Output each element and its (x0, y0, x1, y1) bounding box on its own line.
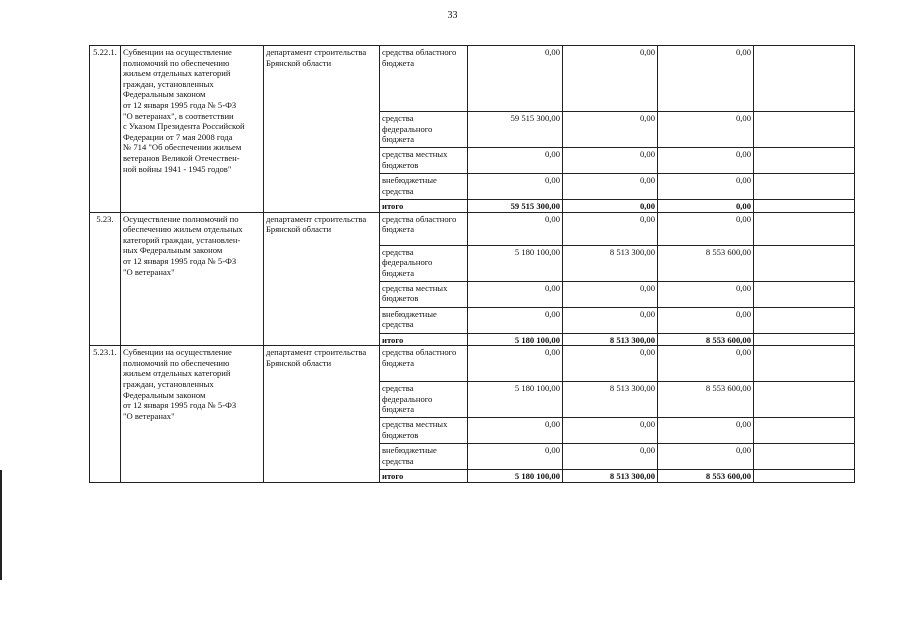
table-row (90, 212, 855, 245)
amount-year-3: 8 553 600,00 (658, 245, 754, 281)
amount-year-2: 0,00 (563, 346, 658, 382)
funding-source: итого (380, 200, 468, 213)
empty-cell (754, 307, 855, 333)
section-number: 5.23.1. (90, 346, 121, 483)
page-number: 33 (447, 10, 458, 21)
funding-source: средства местных бюджетов (380, 281, 468, 307)
funding-source: внебюджетные средства (380, 444, 468, 470)
section-executor: департамент строительства Брянской области (264, 212, 380, 346)
amount-year-1: 0,00 (468, 174, 563, 200)
amount-year-2: 8 513 300,00 (563, 382, 658, 418)
amount-year-2: 0,00 (563, 281, 658, 307)
amount-year-3: 8 553 600,00 (658, 333, 754, 346)
funding-source: внебюджетные средства (380, 307, 468, 333)
section-description: Осуществление полномочий по обеспечению жильем отдельных категорий граждан, установлен- ных Федеральным законом от 12 января 1995 года № 5-ФЗ "О ветеранах" (121, 212, 264, 346)
amount-year-3: 0,00 (658, 112, 754, 148)
amount-year-1: 5 180 100,00 (468, 333, 563, 346)
section-number: 5.23. (90, 212, 121, 346)
funding-source: итого (380, 333, 468, 346)
amount-year-1: 0,00 (468, 444, 563, 470)
empty-cell (754, 46, 855, 112)
empty-cell (754, 281, 855, 307)
empty-cell (754, 245, 855, 281)
amount-year-1: 5 180 100,00 (468, 470, 563, 483)
amount-year-1: 59 515 300,00 (468, 112, 563, 148)
amount-year-3: 0,00 (658, 418, 754, 444)
funding-source: средства федерального бюджета (380, 382, 468, 418)
empty-cell (754, 382, 855, 418)
amount-year-2: 0,00 (563, 212, 658, 245)
budget-table (89, 45, 855, 483)
section-number: 5.22.1. (90, 46, 121, 213)
amount-year-2: 0,00 (563, 444, 658, 470)
amount-year-3: 8 553 600,00 (658, 470, 754, 483)
amount-year-2: 0,00 (563, 46, 658, 112)
amount-year-1: 0,00 (468, 46, 563, 112)
amount-year-2: 8 513 300,00 (563, 470, 658, 483)
amount-year-3: 0,00 (658, 346, 754, 382)
amount-year-3: 0,00 (658, 200, 754, 213)
amount-year-2: 0,00 (563, 174, 658, 200)
empty-cell (754, 418, 855, 444)
funding-source: средства местных бюджетов (380, 418, 468, 444)
table-row (90, 346, 855, 382)
amount-year-1: 0,00 (468, 307, 563, 333)
empty-cell (754, 444, 855, 470)
amount-year-2: 0,00 (563, 307, 658, 333)
empty-cell (754, 112, 855, 148)
empty-cell (754, 174, 855, 200)
empty-cell (754, 212, 855, 245)
section-executor: департамент строительства Брянской области (264, 346, 380, 483)
amount-year-3: 0,00 (658, 212, 754, 245)
amount-year-3: 0,00 (658, 281, 754, 307)
amount-year-3: 0,00 (658, 174, 754, 200)
amount-year-1: 0,00 (468, 281, 563, 307)
funding-source: средства областного бюджета (380, 346, 468, 382)
empty-cell (754, 200, 855, 213)
scan-edge-mark (0, 470, 2, 580)
amount-year-1: 0,00 (468, 212, 563, 245)
funding-source: итого (380, 470, 468, 483)
amount-year-1: 59 515 300,00 (468, 200, 563, 213)
amount-year-2: 0,00 (563, 112, 658, 148)
section-description: Субвенции на осуществление полномочий по обеспечению жильем отдельных категорий граждан, установленных Федеральным законом от 12 января 1995 года № 5-ФЗ "О ветеранах", в соответствии с Указом Президента Российской Федерации от 7 мая 2008 года № 714 "Об обеспечении жильем ветеранов Великой Отечествен- ной войны 1941 - 1945 годов" (121, 46, 264, 213)
funding-source: внебюджетные средства (380, 174, 468, 200)
empty-cell (754, 346, 855, 382)
empty-cell (754, 333, 855, 346)
amount-year-3: 0,00 (658, 46, 754, 112)
amount-year-1: 0,00 (468, 418, 563, 444)
funding-source: средства федерального бюджета (380, 112, 468, 148)
funding-source: средства областного бюджета (380, 46, 468, 112)
section-executor: департамент строительства Брянской области (264, 46, 380, 213)
amount-year-2: 8 513 300,00 (563, 333, 658, 346)
amount-year-1: 5 180 100,00 (468, 245, 563, 281)
funding-source: средства федерального бюджета (380, 245, 468, 281)
funding-source: средства местных бюджетов (380, 148, 468, 174)
empty-cell (754, 470, 855, 483)
amount-year-1: 5 180 100,00 (468, 382, 563, 418)
section-description: Субвенции на осуществление полномочий по обеспечению жильем отдельных категорий граждан, установленных Федеральным законом от 12 января 1995 года № 5-ФЗ "О ветеранах" (121, 346, 264, 483)
amount-year-2: 0,00 (563, 418, 658, 444)
amount-year-3: 0,00 (658, 444, 754, 470)
table-row (90, 46, 855, 112)
amount-year-2: 0,00 (563, 148, 658, 174)
amount-year-1: 0,00 (468, 148, 563, 174)
empty-cell (754, 148, 855, 174)
amount-year-2: 8 513 300,00 (563, 245, 658, 281)
amount-year-3: 0,00 (658, 307, 754, 333)
amount-year-2: 0,00 (563, 200, 658, 213)
amount-year-3: 0,00 (658, 148, 754, 174)
funding-source: средства областного бюджета (380, 212, 468, 245)
amount-year-3: 8 553 600,00 (658, 382, 754, 418)
amount-year-1: 0,00 (468, 346, 563, 382)
